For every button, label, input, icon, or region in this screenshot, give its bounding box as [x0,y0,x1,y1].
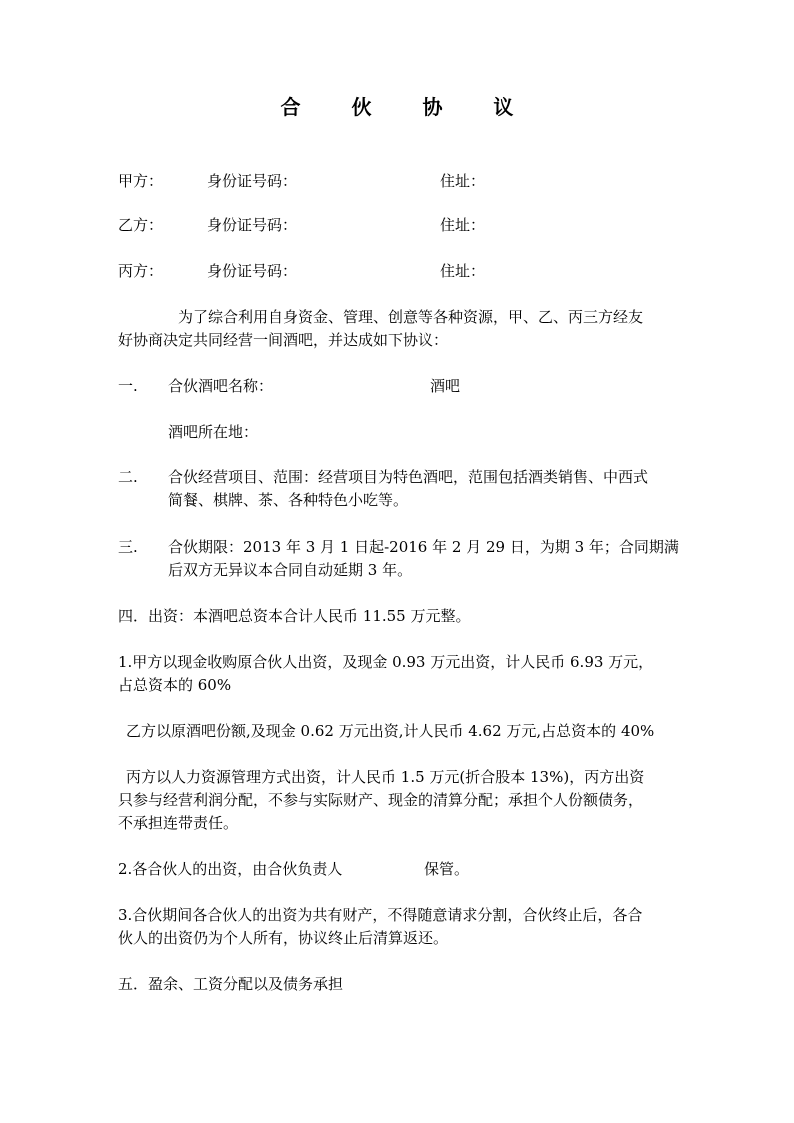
clause-1-number: 一. [118,377,138,395]
clause-4-party-c-line-3: 不承担连带责任。 [118,814,239,832]
intro-line-2: 好协商决定共同经营一间酒吧，并达成如下协议： [118,331,449,349]
clause-4-item-1-line-1: 1.甲方以现金收购原合伙人出资，及现金 0.93 万元出资，计人民币 6.93 万元， [118,653,654,671]
clause-4-party-b-line: 乙方以原酒吧份额,及现金 0.62 万元出资,计人民币 4.62 万元,占总资本的 40% [126,722,655,740]
clause-1-name-value: 酒吧 [430,377,461,395]
party-c-id-label: 身份证号码： [207,262,298,280]
clause-2-line-2: 简餐、棋牌、茶、各种特色小吃等。 [168,491,409,509]
clause-3-number: 三. [118,538,138,556]
clause-2-number: 二. [118,468,138,486]
clause-1-name-label: 合伙酒吧名称： [168,377,274,395]
party-b-label: 乙方： [118,216,164,234]
clause-4-party-c-line-1: 丙方以人力资源管理方式出资，计人民币 1.5 万元(折合股本 13%)，丙方出资 [126,768,645,786]
clause-4-item-1-line-2: 占总资本的 60% [118,676,232,694]
clause-4-item-2-prefix: 2.各合伙人的出资，由合伙负责人 [118,860,343,878]
clause-5-heading: 五．盈余、工资分配以及债务承担 [118,975,344,993]
party-c-address-label: 住址： [440,262,486,280]
clause-1-location-label: 酒吧所在地： [168,423,259,441]
party-a-address-label: 住址： [440,172,486,190]
party-b-address-label: 住址： [440,216,486,234]
clause-2-line-1: 合伙经营项目、范围：经营项目为特色酒吧，范围包括酒类销售、中西式 [168,468,649,486]
document-title: 合 伙 协 议 [280,95,536,119]
clause-4-item-3-line-1: 3.合伙期间各合伙人的出资为共有财产，不得随意请求分割，合伙终止后，各合 [118,906,643,924]
party-c-label: 丙方： [118,262,164,280]
clause-4-item-2-suffix: 保管。 [424,860,470,878]
clause-4-party-c-line-2: 只参与经营利润分配，不参与实际财产、现金的清算分配；承担个人份额债务， [118,791,644,809]
party-a-label: 甲方： [118,172,164,190]
party-a-id-label: 身份证号码： [207,172,298,190]
clause-3-line-2: 后双方无异议本合同自动延期 3 年。 [168,561,413,579]
clause-3-line-1: 合伙期限：2013 年 3 月 1 日起-2016 年 2 月 29 日，为期 3 年；合同期满 [168,538,679,556]
clause-4-item-3-line-2: 伙人的出资仍为个人所有，协议终止后清算返还。 [118,929,449,947]
party-b-id-label: 身份证号码： [207,216,298,234]
intro-line-1: 为了综合利用自身资金、管理、创意等各种资源，甲、乙、丙三方经友 [178,308,644,326]
clause-4-heading: 四．出资：本酒吧总资本合计人民币 11.55 万元整。 [118,607,471,625]
